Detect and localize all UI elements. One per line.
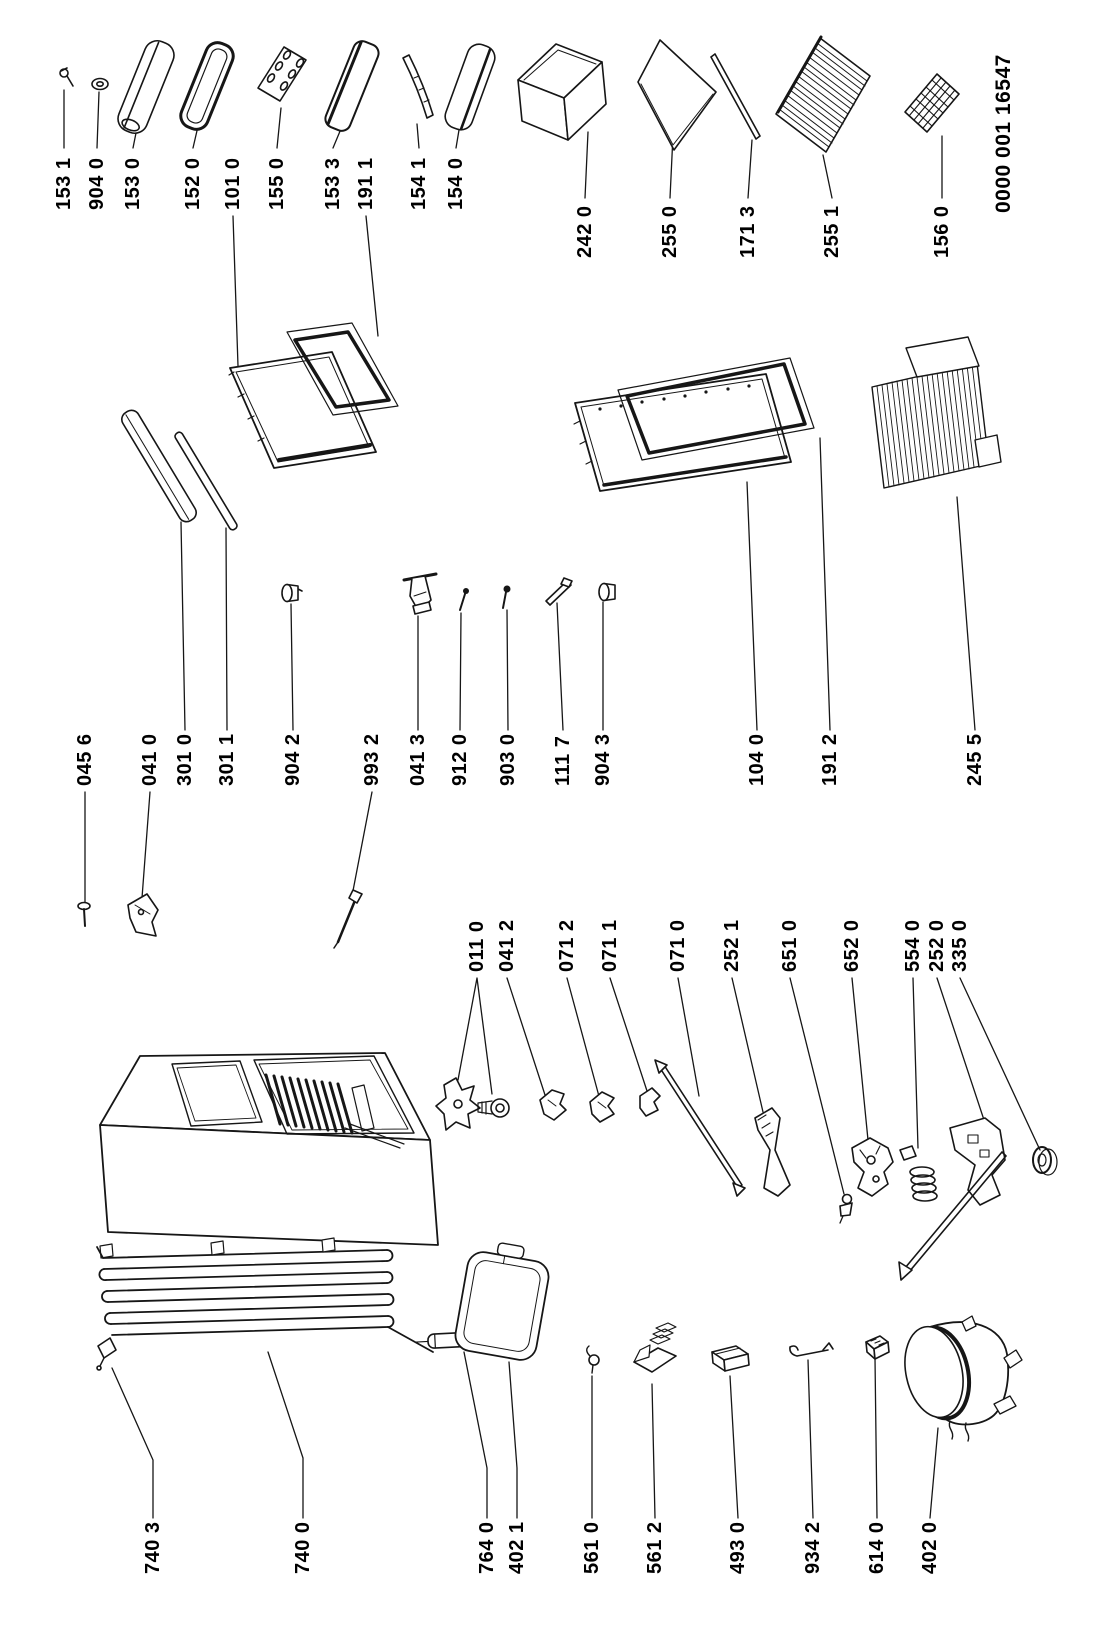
part-242-0-drawing (518, 44, 606, 140)
leader-071-0 (678, 978, 699, 1096)
part-255-1-drawing (776, 37, 870, 152)
leader-301-1 (226, 528, 227, 730)
part-335-0-drawing (1033, 1147, 1057, 1175)
part-154-0-drawing (442, 41, 498, 133)
label-614-0: 614 0 (866, 1521, 888, 1574)
label-651-0: 651 0 (779, 919, 801, 972)
label-903-0: 903 0 (497, 733, 519, 786)
part-740-0-drawing (97, 1238, 433, 1352)
part-153-0-drawing (114, 37, 178, 137)
part-041-2-drawing (540, 1090, 566, 1120)
leader-764-0 (464, 1352, 487, 1518)
part-153-3-drawing (323, 38, 382, 133)
label-335-0: 335 0 (949, 919, 971, 972)
label-554-0: 554 0 (902, 919, 924, 972)
label-191-1: 191 1 (355, 157, 377, 210)
leader-154-1 (417, 124, 419, 148)
leader-740-0 (268, 1352, 303, 1518)
cabinet-drawing (100, 1053, 438, 1245)
label-301-0: 301 0 (174, 733, 196, 786)
label-156-0: 156 0 (931, 205, 953, 258)
leader-561-2 (652, 1384, 655, 1518)
leader-154-0 (456, 130, 459, 148)
part-255-0-drawing (638, 40, 716, 150)
label-041-0: 041 0 (139, 733, 161, 786)
part-561-0-drawing (587, 1346, 599, 1373)
part-245-5-drawing (872, 337, 1001, 488)
label-153-3: 153 3 (322, 157, 344, 210)
label-652-0: 652 0 (841, 919, 863, 972)
leader-252-0 (937, 978, 986, 1126)
label-740-3: 740 3 (142, 1521, 164, 1574)
label-493-0: 493 0 (727, 1521, 749, 1574)
part-402-1-drawing (453, 1238, 553, 1363)
label-045-6: 045 6 (74, 733, 96, 786)
leader-242-0 (585, 132, 588, 198)
label-252-1: 252 1 (721, 919, 743, 972)
leader-903-0 (507, 610, 508, 730)
label-904-3: 904 3 (592, 733, 614, 786)
part-652-0-drawing (852, 1138, 893, 1196)
leader-740-3 (112, 1368, 153, 1518)
leader-493-0 (730, 1376, 738, 1518)
label-155-0: 155 0 (266, 157, 288, 210)
part-152-0-drawing (177, 39, 237, 133)
label-153-1: 153 1 (53, 157, 75, 210)
part-153-1-drawing (60, 68, 73, 86)
part-252-1-drawing (755, 1108, 790, 1196)
leader-402-0 (930, 1428, 938, 1518)
part-301-0-drawing (119, 407, 199, 524)
leader-934-2 (808, 1360, 813, 1518)
leader-041-2 (507, 978, 546, 1098)
leader-554-0 (913, 978, 918, 1148)
label-041-2: 041 2 (496, 919, 518, 972)
label-071-1: 071 1 (599, 919, 621, 972)
label-934-2: 934 2 (802, 1521, 824, 1574)
label-011-0: 011 0 (466, 920, 488, 972)
label-740-0: 740 0 (292, 1521, 314, 1574)
part-011-0-drawing (436, 1078, 509, 1130)
label-561-2: 561 2 (644, 1521, 666, 1574)
leader-155-0 (277, 108, 281, 148)
leader-651-0 (790, 978, 844, 1194)
part-101-0-drawing (229, 352, 376, 468)
label-154-1: 154 1 (408, 157, 430, 210)
part-493-0-drawing (712, 1346, 749, 1371)
label-252-0: 252 0 (926, 919, 948, 972)
part-934-2-drawing (790, 1343, 833, 1356)
part-903-0-drawing (503, 586, 511, 609)
label-071-2: 071 2 (556, 919, 578, 972)
part-554-0-drawing (900, 1146, 937, 1201)
leader-912-0 (460, 613, 461, 730)
leader-252-1 (732, 978, 763, 1112)
leader-041-0 (142, 792, 150, 898)
leader-101-0 (233, 216, 238, 366)
label-993-2: 993 2 (361, 733, 383, 786)
leader-171-3 (748, 140, 752, 198)
part-071-2-drawing (590, 1092, 614, 1122)
part-561-2-drawing (634, 1323, 676, 1372)
part-071-0-drawing (655, 1060, 745, 1196)
leader-071-1 (610, 978, 648, 1094)
part-904-2-drawing (282, 585, 302, 602)
leader-993-2 (352, 792, 372, 896)
label-041-3: 041 3 (407, 733, 429, 786)
leader-071-2 (567, 978, 600, 1100)
label-191-2: 191 2 (819, 733, 841, 786)
label-153-0: 153 0 (122, 157, 144, 210)
leader-614-0 (875, 1358, 877, 1518)
label-101-0: 101 0 (222, 157, 244, 210)
label-402-1: 402 1 (506, 1521, 528, 1574)
label-255-1: 255 1 (821, 205, 843, 258)
label-764-0: 764 0 (476, 1521, 498, 1574)
leader-lines (64, 90, 1040, 1518)
part-155-0-drawing (258, 47, 306, 101)
leader-191-2 (820, 438, 830, 730)
leader-104-0 (747, 482, 757, 730)
label-071-0: 071 0 (667, 919, 689, 972)
part-171-3-drawing (711, 54, 760, 139)
label-242-0: 242 0 (574, 205, 596, 258)
label-171-3: 171 3 (737, 205, 759, 258)
document-code: 0000 001 16547 (992, 54, 1015, 213)
leader-652-0 (852, 978, 868, 1140)
label-904-0: 904 0 (86, 157, 108, 210)
label-255-0: 255 0 (659, 205, 681, 258)
label-154-0: 154 0 (445, 157, 467, 210)
label-561-0: 561 0 (581, 1521, 603, 1574)
part-045-6-drawing (78, 903, 90, 927)
part-912-0-drawing (460, 588, 469, 610)
part-904-0-drawing (92, 79, 108, 90)
part-904-3-drawing (599, 584, 615, 601)
part-651-0-drawing (840, 1195, 852, 1224)
leader-255-1 (823, 155, 832, 198)
leader-191-1 (366, 216, 378, 336)
leader-904-0 (97, 92, 99, 148)
part-993-2-drawing (334, 890, 362, 948)
label-245-5: 245 5 (964, 733, 986, 786)
part-156-0-drawing (905, 74, 959, 132)
leader-111-7 (557, 603, 563, 730)
label-402-0: 402 0 (919, 1521, 941, 1574)
leader-011-0 (458, 978, 492, 1094)
leader-301-0 (181, 522, 185, 730)
part-402-0-drawing (897, 1316, 1022, 1441)
part-111-7-drawing (546, 578, 572, 605)
label-904-2: 904 2 (282, 733, 304, 786)
part-154-1-drawing (403, 55, 433, 118)
label-111-7: 111 7 (552, 735, 574, 786)
part-614-0-drawing (866, 1336, 889, 1359)
part-041-3-drawing (404, 574, 436, 614)
label-152-0: 152 0 (182, 157, 204, 210)
part-740-3-drawing (97, 1338, 116, 1370)
label-104-0: 104 0 (746, 733, 768, 786)
part-071-1-drawing (640, 1088, 660, 1116)
label-912-0: 912 0 (449, 733, 471, 786)
label-301-1: 301 1 (216, 733, 238, 786)
leader-904-2 (291, 604, 293, 730)
leader-402-1 (509, 1362, 517, 1518)
part-041-0-drawing (128, 894, 158, 936)
leader-245-5 (957, 497, 975, 730)
